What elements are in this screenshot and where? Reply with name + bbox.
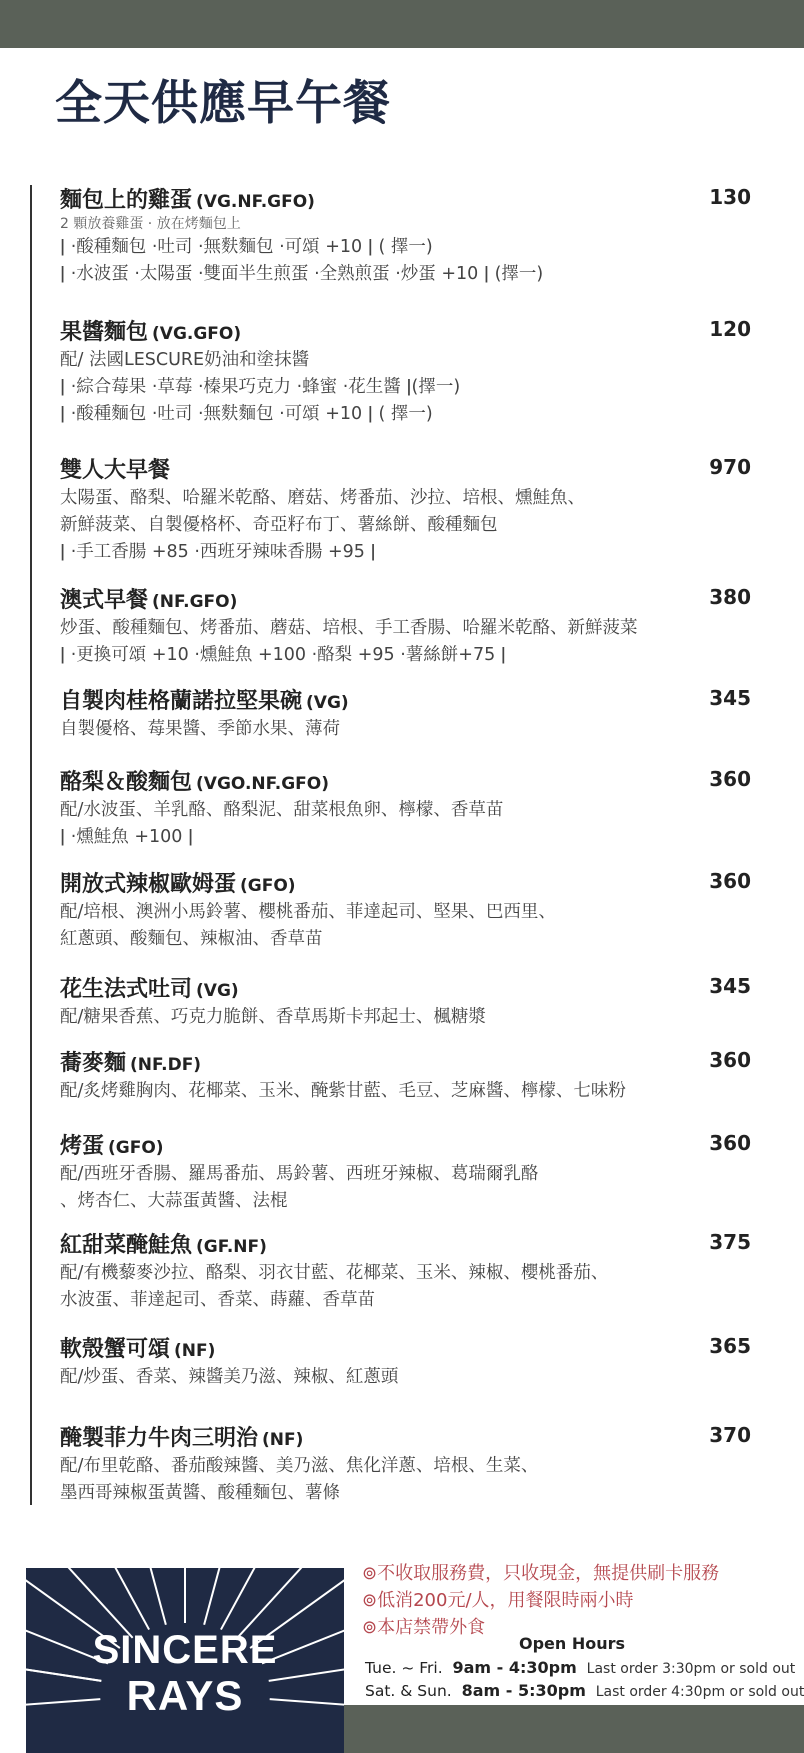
menu-item-header	[60, 1129, 750, 1161]
menu-item	[60, 1129, 750, 1215]
notice-cash-only: ⊚不收取服務費，只收現金，無提供刷卡服務	[362, 1563, 720, 1584]
sun-ray	[127, 1568, 166, 1625]
menu-item-header	[60, 1046, 750, 1078]
menu-item-name: 花生法式吐司	[60, 977, 193, 1002]
menu-item-description: 配/西班牙香腸、羅馬番茄、馬鈴薯、西班牙辣椒、葛瑞爾乳酪	[60, 1164, 539, 1184]
page-title: 全天供應早午餐	[55, 76, 391, 131]
menu-item	[60, 972, 750, 1031]
menu-item-subtitle: 2 顆放養雞蛋 · 放在烤麵包上	[60, 216, 241, 232]
notice-no-outside-food: ⊚本店禁帶外食	[362, 1617, 486, 1638]
menu-item-header	[60, 1332, 750, 1364]
menu-item-price: 365	[709, 1334, 751, 1358]
menu-item-price: 970	[709, 455, 751, 479]
menu-item-name: 雙人大早餐	[60, 458, 171, 483]
menu-item-diet-tags: (VG.NF.GFO)	[196, 192, 315, 212]
menu-item	[60, 453, 750, 566]
menu-item-diet-tags: (NF)	[262, 1430, 304, 1450]
menu-item-description: 配/水波蛋、羊乳酪、酪梨泥、甜菜根魚卵、檸檬、香草苗	[60, 800, 504, 820]
menu-item	[60, 183, 750, 288]
menu-item-diet-tags: (VGO.NF.GFO)	[196, 774, 330, 794]
menu-item-description: ǀ ·燻鮭魚 +100 ǀ	[60, 827, 194, 847]
menu-item-header	[60, 183, 750, 215]
menu-item-name: 麵包上的雞蛋	[60, 188, 193, 213]
menu-item-header	[60, 867, 750, 899]
menu-item	[60, 1046, 750, 1105]
menu-item-description: 配/布里乾酪、番茄酸辣醬、美乃滋、焦化洋蔥、培根、生菜、	[60, 1456, 539, 1476]
menu-item-name: 酪梨＆酸麵包	[60, 770, 193, 795]
menu-item-name: 軟殼蟹可頌	[60, 1337, 171, 1362]
menu-item-description: 紅蔥頭、酸麵包、辣椒油、香草苗	[60, 929, 323, 949]
menu-item-header	[60, 972, 750, 1004]
menu-item-price: 375	[709, 1230, 751, 1254]
menu-item-description: ǀ ·手工香腸 +85 ·西班牙辣味香腸 +95 ǀ	[60, 542, 376, 562]
menu-item-description: 水波蛋、菲達起司、香菜、蒔蘿、香草苗	[60, 1290, 375, 1310]
menu-item-description: 配/培根、澳洲小馬鈴薯、櫻桃番茄、菲達起司、堅果、巴西里、	[60, 902, 556, 922]
menu-item-description: 配/炒蛋、香菜、辣醬美乃滋、辣椒、紅蔥頭	[60, 1367, 399, 1387]
menu-item-price: 360	[709, 1048, 751, 1072]
menu-item-name: 澳式早餐	[60, 588, 149, 613]
menu-item	[60, 1332, 750, 1391]
hours-row-weekday	[365, 1658, 795, 1677]
menu-item-diet-tags: (NF.DF)	[130, 1055, 202, 1075]
logo	[26, 1568, 344, 1753]
hours-days: Sat. & Sun.	[365, 1682, 452, 1700]
menu-item-description: ǀ ·酸種麵包 ·吐司 ·無麩麵包 ·可頌 +10 ǀ ( 擇一)	[60, 237, 433, 257]
menu-item-diet-tags: (VG.GFO)	[152, 324, 242, 344]
menu-item	[60, 583, 750, 669]
menu-item-name: 紅甜菜醃鮭魚	[60, 1233, 193, 1258]
menu-item	[60, 684, 750, 743]
menu-item	[60, 1421, 750, 1507]
menu-item-name: 自製肉桂格蘭諾拉堅果碗	[60, 689, 303, 714]
menu-item-diet-tags: (GFO)	[240, 876, 296, 896]
menu-item-header	[60, 1228, 750, 1260]
top-color-bar	[0, 0, 804, 48]
menu-item-description: 配/糖果香蕉、巧克力脆餅、香草馬斯卡邦起士、楓糖漿	[60, 1007, 486, 1027]
hours-last-order: Last order 4:30pm or sold out	[595, 1684, 804, 1700]
menu-vertical-rule	[30, 185, 32, 1505]
menu-item-description: ǀ ·更換可頌 +10 ·燻鮭魚 +100 ·酪梨 +95 ·薯絲餅+75 ǀ	[60, 645, 506, 665]
menu-item-price: 360	[709, 1131, 751, 1155]
menu-item-description: 、烤杏仁、大蒜蛋黃醬、法棍	[60, 1191, 288, 1211]
menu-item-price: 120	[709, 317, 751, 341]
menu-item-diet-tags: (GFO)	[108, 1138, 164, 1158]
store-notices	[362, 1560, 792, 1641]
menu-item	[60, 1228, 750, 1314]
menu-item	[60, 315, 750, 428]
sun-ray	[75, 1568, 149, 1630]
menu-item-header	[60, 453, 750, 485]
hours-row-weekend	[365, 1681, 804, 1700]
menu-item-price: 360	[709, 869, 751, 893]
menu-item-name: 醃製菲力牛肉三明治	[60, 1426, 259, 1451]
menu-item-description: 新鮮菠菜、自製優格杯、奇亞籽布丁、薯絲餅、酸種麵包	[60, 515, 498, 535]
menu-item-header	[60, 1421, 750, 1453]
menu-item	[60, 867, 750, 953]
menu-item-description: ǀ ·酸種麵包 ·吐司 ·無麩麵包 ·可頌 +10 ǀ ( 擇一)	[60, 404, 433, 424]
menu-item-description: 配/有機藜麥沙拉、酪梨、羽衣甘藍、花椰菜、玉米、辣椒、櫻桃番茄、	[60, 1263, 609, 1283]
sun-ray	[221, 1568, 295, 1630]
menu-item-name: 烤蛋	[60, 1134, 105, 1159]
menu-item-description: 配/炙烤雞胸肉、花椰菜、玉米、醃紫甘藍、毛豆、芝麻醬、檸檬、七味粉	[60, 1081, 626, 1101]
menu-item-price: 380	[709, 585, 751, 609]
notice-minimum-spend: ⊚低消200元/人，用餐限時兩小時	[362, 1590, 634, 1611]
menu-item-price: 345	[709, 974, 751, 998]
menu-item-description: 炒蛋、酸種麵包、烤番茄、蘑菇、培根、手工香腸、哈羅米乾酪、新鮮菠菜	[60, 618, 638, 638]
menu-item-name: 果醬麵包	[60, 320, 149, 345]
menu-item-header	[60, 583, 750, 615]
menu-item-price: 370	[709, 1423, 751, 1447]
menu-item-diet-tags: (NF.GFO)	[152, 592, 238, 612]
menu-item-header	[60, 765, 750, 797]
menu-item-diet-tags: (VG)	[196, 981, 239, 1001]
hours-days: Tue. ~ Fri.	[365, 1659, 443, 1677]
menu-item-name: 蕎麥麵	[60, 1051, 127, 1076]
menu-item-description: ǀ ·綜合莓果 ·草莓 ·榛果巧克力 ·蜂蜜 ·花生醬 ǀ(擇一)	[60, 377, 461, 397]
hours-last-order: Last order 3:30pm or sold out	[586, 1661, 796, 1677]
bottom-color-bar	[340, 1705, 804, 1753]
menu-item-description: 太陽蛋、酪梨、哈羅米乾酪、磨菇、烤番茄、沙拉、培根、燻鮭魚、	[60, 488, 585, 508]
menu-item-diet-tags: (GF.NF)	[196, 1237, 267, 1257]
menu-item-name: 開放式辣椒歐姆蛋	[60, 872, 237, 897]
menu-item-price: 345	[709, 686, 751, 710]
open-hours-title: Open Hours	[519, 1634, 626, 1653]
logo-text-line2: RAYS	[126, 1672, 244, 1719]
menu-item-header	[60, 684, 750, 716]
menu-item-description: ǀ ·水波蛋 ·太陽蛋 ·雙面半生煎蛋 ·全熟煎蛋 ·炒蛋 +10 ǀ (擇一)	[60, 264, 544, 284]
menu-item-description: 墨西哥辣椒蛋黃醬、酸種麵包、薯條	[60, 1483, 340, 1503]
menu-item-description: 配/ 法國LESCURE奶油和塗抹醬	[60, 350, 310, 370]
menu-item	[60, 765, 750, 851]
menu-item-price: 130	[709, 185, 751, 209]
hours-time: 8am - 5:30pm	[461, 1681, 586, 1700]
menu-item-description: 自製優格、莓果醬、季節水果、薄荷	[60, 719, 340, 739]
sun-ray	[204, 1568, 243, 1625]
hours-time: 9am - 4:30pm	[452, 1658, 577, 1677]
menu-item-header	[60, 315, 750, 347]
logo-text-line1: SINCERE	[92, 1628, 278, 1672]
menu-item-price: 360	[709, 767, 751, 791]
menu-item-diet-tags: (VG)	[306, 693, 349, 713]
menu-item-diet-tags: (NF)	[174, 1341, 216, 1361]
